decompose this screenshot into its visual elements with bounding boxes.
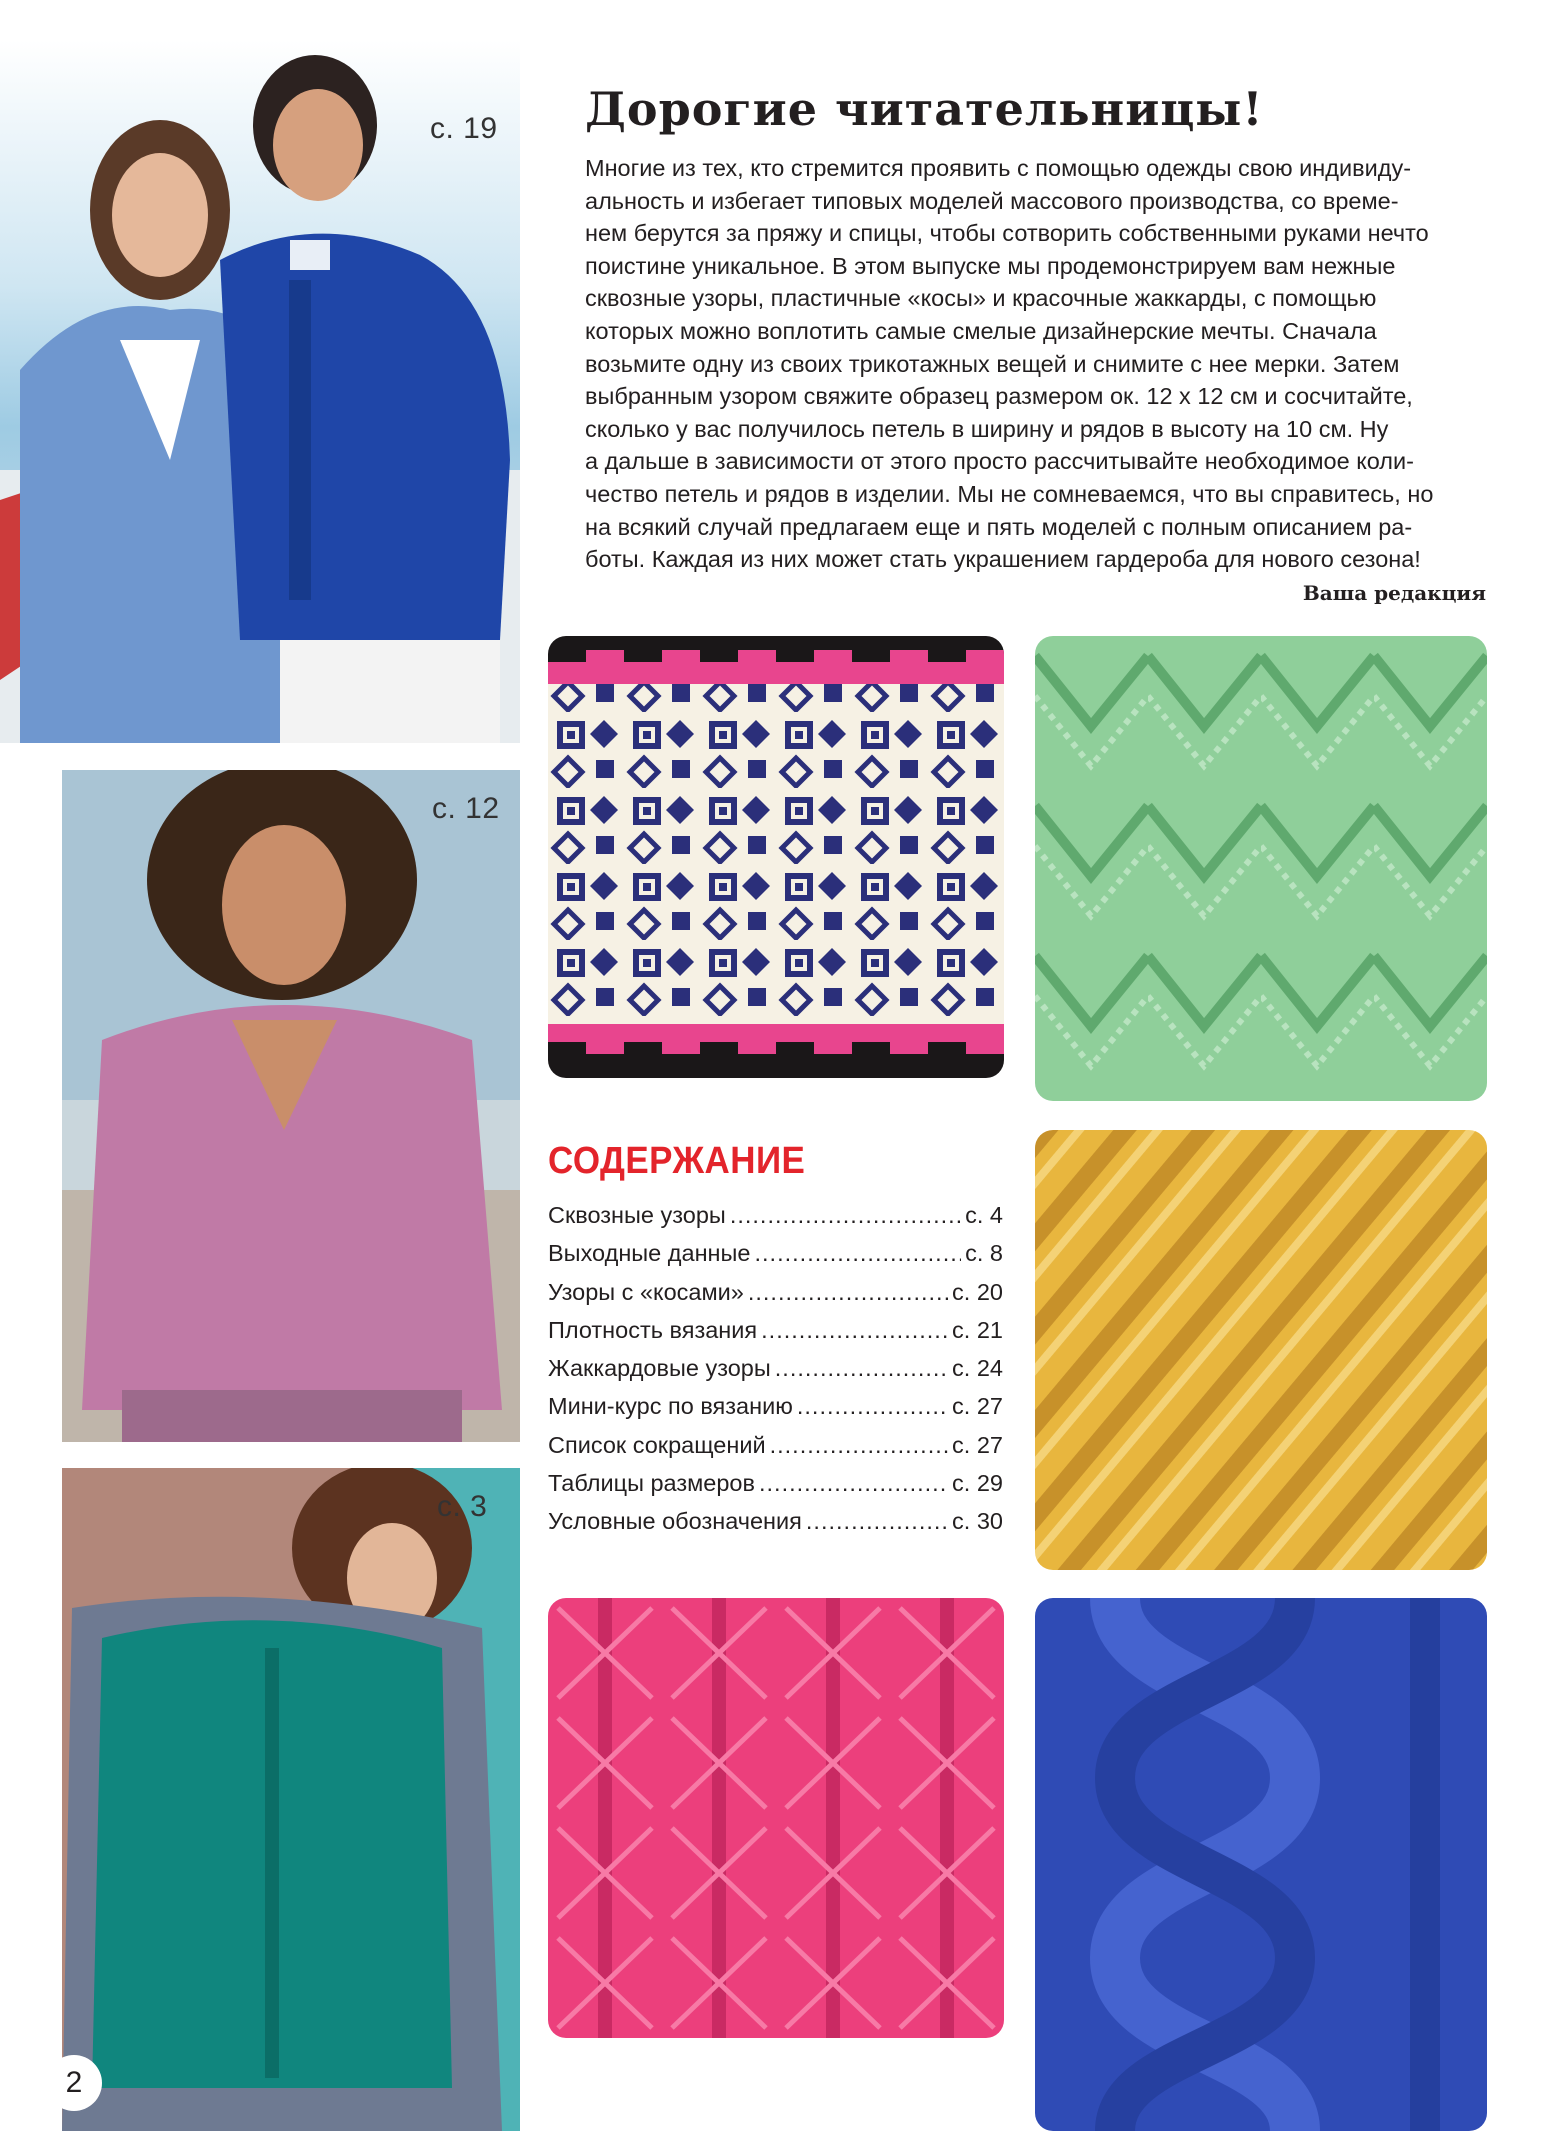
swatch-yellow-diagonal [1035,1130,1487,1570]
intro-line: сквозные узоры, пластичные «косы» и красочные жаккарды, с помощью [585,285,1377,312]
photo-couple [0,40,520,743]
toc-item-label: Выходные данные [548,1240,751,1267]
photo-woman-pink [62,770,520,1442]
swatch-green-lace [1035,636,1487,1101]
intro-line: а дальше в зависимости от этого просто рассчитывайте необходимое коли- [585,448,1414,475]
page-number: 2 [46,2055,102,2111]
toc-item[interactable] [548,1470,1003,1508]
intro-line: чество петель и рядов в изделии. Мы не сомневаемся, что вы справитесь, но [585,480,1434,507]
toc-item-page: с. 29 [952,1470,1003,1497]
toc-leader [797,1393,948,1420]
toc-leader [806,1508,948,1535]
toc-item[interactable] [548,1240,1003,1278]
toc-leader [770,1432,948,1459]
intro-line: выбранным узором свяжите образец размером ок. 12 х 12 см и сосчитайте, [585,383,1413,410]
intro-line: которых можно воплотить самые смелые дизайнерские мечты. Сначала [585,317,1377,344]
intro-line: нем берутся за пряжу и спицы, чтобы сотворить собственными руками нечто [585,220,1429,247]
toc-item[interactable] [548,1202,1003,1240]
toc-leader [730,1202,961,1229]
toc-item[interactable] [548,1508,1003,1546]
toc-item-label: Узоры с «косами» [548,1278,744,1305]
page-ref-woman-teal: с. 3 [437,1490,488,1523]
intro-line: поистине уникальное. В этом выпуске мы продемонстрируем вам нежные [585,252,1396,279]
toc-item-label: Жаккардовые узоры [548,1355,771,1382]
toc-leader [748,1279,948,1306]
intro-signature: Ваша редакция [1302,581,1486,605]
toc-item-page: с. 27 [952,1393,1003,1420]
intro-line: на всякий случай предлагаем еще и пять моделей с полным описанием ра- [585,513,1413,540]
toc-item-label: Таблицы размеров [548,1470,755,1497]
intro-line: возьмите одну из своих трикотажных вещей и снимите с нее мерки. Затем [585,350,1400,377]
toc-item-page: с. 4 [965,1202,1003,1228]
toc-item-page: с. 27 [952,1431,1003,1458]
toc-leader [775,1355,948,1382]
swatch-pink-lace [548,1598,1004,2038]
toc-item[interactable] [548,1393,1003,1431]
toc-leader [761,1317,948,1344]
toc-item-page: с. 21 [952,1316,1003,1343]
toc-item-page: с. 8 [965,1240,1003,1267]
page-ref-woman-pink: с. 12 [432,792,500,825]
toc-leader [759,1470,948,1497]
toc-item-label: Сквозные узоры [548,1202,726,1228]
toc-item-page: с. 30 [952,1508,1003,1535]
toc-item[interactable] [548,1317,1003,1355]
toc-item-label: Список сокращений [548,1431,766,1458]
toc-leader [754,1240,961,1267]
page-ref-couple: с. 19 [430,112,498,145]
intro-title: Дорогие читательницы! [585,82,1264,136]
toc-item[interactable] [548,1355,1003,1393]
toc-item[interactable] [548,1279,1003,1317]
contents-title: СОДЕРЖАНИЕ [548,1140,806,1182]
contents-list [548,1202,1003,1547]
intro-line: альность и избегает типовых моделей массового производства, со време- [585,187,1399,214]
toc-item-label: Мини-курс по вязанию [548,1393,793,1420]
toc-item-page: с. 20 [952,1278,1003,1305]
toc-item-page: с. 24 [952,1355,1003,1382]
intro-line: Многие из тех, кто стремится проявить с помощью одежды свою индивиду- [585,155,1412,181]
intro-line: сколько у вас получилось петель в ширину и рядов в высоту на 10 см. Ну [585,415,1389,442]
toc-item-label: Плотность вязания [548,1316,758,1343]
toc-item-label: Условные обозначения [548,1508,802,1535]
swatch-jacquard [548,636,1004,1078]
swatch-blue-cable [1035,1598,1487,2131]
toc-item[interactable] [548,1432,1003,1470]
intro-line: боты. Каждая из них может стать украшением гардероба для нового сезона! [585,546,1421,573]
intro-body [585,152,1485,576]
photo-woman-teal [62,1468,520,2131]
